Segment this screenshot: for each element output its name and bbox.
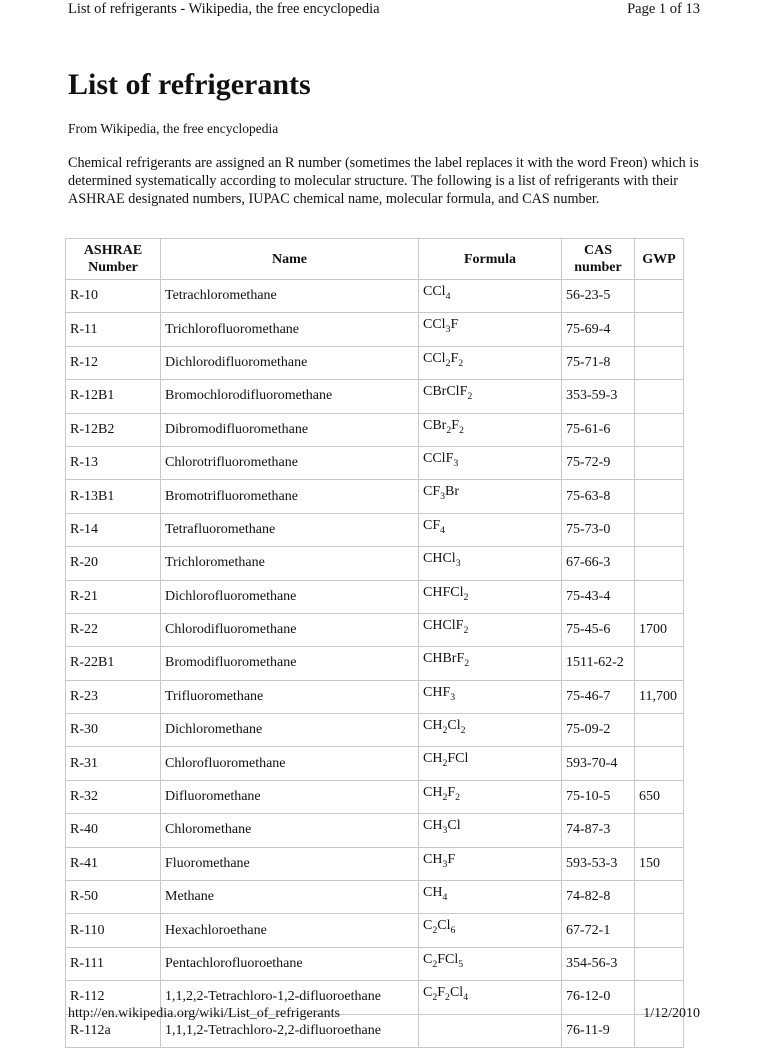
cell-gwp: 1700 [635,613,684,646]
cell-name: Bromotrifluoromethane [161,480,419,513]
cell-formula: CHClF$_2$ [419,613,562,646]
table-row [66,714,684,747]
cell-ashrae-number: R-13B1 [66,480,161,513]
cell-ashrae-number: R-112 [66,981,161,1014]
table-row [66,280,684,313]
table-row [66,513,684,546]
cell-cas-number: 67-66-3 [562,547,635,580]
cell-gwp [635,313,684,346]
cell-ashrae-number: R-112a [66,1014,161,1047]
cell-cas-number: 75-63-8 [562,480,635,513]
cell-ashrae-number: R-22 [66,613,161,646]
cell-ashrae-number: R-22B1 [66,647,161,680]
cell-name: Dichloromethane [161,714,419,747]
cell-formula: $CH_3Cl$ [419,814,562,847]
cell-formula: CHBrF$_2$ [419,647,562,680]
cell-cas-number: 75-71-8 [562,346,635,379]
table-row [66,947,684,980]
cell-cas-number: 75-46-7 [562,680,635,713]
cell-gwp: 650 [635,780,684,813]
column-header-ashrae: ASHRAE Number [66,239,161,280]
cell-name: Tetrachloromethane [161,280,419,313]
table-row [66,680,684,713]
cell-formula: $CH_3F$ [419,847,562,880]
cell-cas-number: 593-53-3 [562,847,635,880]
table-row [66,647,684,680]
table-row [66,814,684,847]
cell-cas-number: 75-43-4 [562,580,635,613]
cell-formula: $CCl_2F_2$ [419,346,562,379]
column-header-name: Name [161,239,419,280]
table-row [66,881,684,914]
cell-ashrae-number: R-11 [66,313,161,346]
cell-ashrae-number: R-21 [66,580,161,613]
cell-gwp [635,580,684,613]
cell-gwp [635,513,684,546]
cell-cas-number: 593-70-4 [562,747,635,780]
cell-formula: $CF_3Br$ [419,480,562,513]
cell-name: Bromodifluoromethane [161,647,419,680]
table-row [66,780,684,813]
page-title: List of refrigerants [68,68,311,101]
cell-cas-number: 67-72-1 [562,914,635,947]
cell-gwp [635,280,684,313]
cell-formula: $CF_4$ [419,513,562,546]
article-intro-paragraph: Chemical refrigerants are assigned an R number (sometimes the label replaces it with the word Freon) which is determined systematically according to molecular structure. The following is a list of refrigerants with their ASHRAE designated numbers, IUPAC chemical name, molecular formula, and CAS number. [68,155,699,207]
cell-formula: $CH_2F_2$ [419,780,562,813]
cell-ashrae-number: R-12 [66,346,161,379]
cell-gwp [635,881,684,914]
cell-ashrae-number: R-40 [66,814,161,847]
cell-gwp [635,380,684,413]
table-row [66,747,684,780]
column-header-cas: CAS number [562,239,635,280]
print-footer-url: http://en.wikipedia.org/wiki/List_of_refrigerants [68,1006,340,1021]
column-header-gwp: GWP [635,239,684,280]
table-row [66,446,684,479]
cell-cas-number: 353-59-3 [562,380,635,413]
cell-name: Trifluoromethane [161,680,419,713]
cell-ashrae-number: R-14 [66,513,161,546]
cell-ashrae-number: R-50 [66,881,161,914]
column-header-formula: Formula [419,239,562,280]
table-row [66,613,684,646]
cell-cas-number: 354-56-3 [562,947,635,980]
table-body [66,280,684,1048]
cell-gwp [635,547,684,580]
cell-cas-number: 75-61-6 [562,413,635,446]
cell-ashrae-number: R-13 [66,446,161,479]
table-row [66,847,684,880]
cell-formula: $CHF_3$ [419,680,562,713]
cell-cas-number: 75-45-6 [562,613,635,646]
cell-name: Chlorotrifluoromethane [161,446,419,479]
article-source-line: From Wikipedia, the free encyclopedia [68,121,279,136]
refrigerants-table [65,238,684,1048]
cell-ashrae-number: R-31 [66,747,161,780]
cell-cas-number: 75-72-9 [562,446,635,479]
cell-cas-number: 56-23-5 [562,280,635,313]
cell-gwp [635,446,684,479]
cell-ashrae-number: R-111 [66,947,161,980]
cell-name: Fluoromethane [161,847,419,880]
cell-cas-number: 75-73-0 [562,513,635,546]
cell-formula: $CH_2Cl_2$ [419,714,562,747]
cell-formula: $CH_2FCl$ [419,747,562,780]
cell-formula: CClF$_3$ [419,446,562,479]
cell-gwp [635,747,684,780]
table-row [66,313,684,346]
cell-ashrae-number: R-23 [66,680,161,713]
table-row [66,914,684,947]
cell-name: Difluoromethane [161,780,419,813]
cell-ashrae-number: R-30 [66,714,161,747]
table-row [66,346,684,379]
cell-name: Dibromodifluoromethane [161,413,419,446]
print-header-page-number: Page 1 of 13 [627,1,700,17]
cell-ashrae-number: R-110 [66,914,161,947]
cell-name: Dichlorofluoromethane [161,580,419,613]
cell-name: Chloromethane [161,814,419,847]
cell-gwp [635,647,684,680]
cell-gwp [635,814,684,847]
cell-name: Tetrafluoromethane [161,513,419,546]
cell-cas-number: 75-09-2 [562,714,635,747]
cell-name: Chlorofluoromethane [161,747,419,780]
cell-name: Trichlorofluoromethane [161,313,419,346]
cell-formula: CCl$_4$ [419,280,562,313]
table-row [66,380,684,413]
cell-gwp [635,413,684,446]
table-row [66,480,684,513]
cell-name: Bromochlorodifluoromethane [161,380,419,413]
cell-cas-number: 75-10-5 [562,780,635,813]
print-footer-date: 1/12/2010 [643,1006,700,1021]
cell-formula: $CBr_2F_2$ [419,413,562,446]
cell-formula: $CH_4$ [419,881,562,914]
cell-formula: $C_2F_2Cl_4$ [419,981,562,1014]
table-row [66,547,684,580]
cell-cas-number: 75-69-4 [562,313,635,346]
cell-cas-number: 1511-62-2 [562,647,635,680]
cell-formula: CBrClF$_2$ [419,380,562,413]
print-header-title: List of refrigerants - Wikipedia, the free encyclopedia [68,1,380,17]
cell-formula: $C_2FCl_5$ [419,947,562,980]
table-header-row [66,239,684,280]
cell-gwp [635,947,684,980]
cell-name: 1,1,1,2-Tetrachloro-2,2-difluoroethane [161,1014,419,1047]
cell-name: Chlorodifluoromethane [161,613,419,646]
cell-gwp: 150 [635,847,684,880]
table-row [66,580,684,613]
cell-name: Methane [161,881,419,914]
cell-formula: $C_2Cl_6$ [419,914,562,947]
cell-name: Hexachloroethane [161,914,419,947]
cell-ashrae-number: R-20 [66,547,161,580]
cell-cas-number: 74-82-8 [562,881,635,914]
cell-formula: CCl$_3$F [419,313,562,346]
cell-formula [419,1014,562,1047]
cell-formula: CHCl$_3$ [419,547,562,580]
cell-gwp [635,480,684,513]
cell-cas-number: 76-12-0 [562,981,635,1014]
cell-name: 1,1,2,2-Tetrachloro-1,2-difluoroethane [161,981,419,1014]
cell-name: Dichlorodifluoromethane [161,346,419,379]
cell-ashrae-number: R-41 [66,847,161,880]
cell-name: Trichloromethane [161,547,419,580]
cell-cas-number: 76-11-9 [562,1014,635,1047]
cell-gwp [635,714,684,747]
table-row [66,413,684,446]
cell-ashrae-number: R-12B2 [66,413,161,446]
cell-formula: CHFCl$_2$ [419,580,562,613]
cell-cas-number: 74-87-3 [562,814,635,847]
cell-ashrae-number: R-12B1 [66,380,161,413]
cell-ashrae-number: R-10 [66,280,161,313]
cell-gwp [635,346,684,379]
cell-gwp: 11,700 [635,680,684,713]
cell-ashrae-number: R-32 [66,780,161,813]
cell-name: Pentachlorofluoroethane [161,947,419,980]
cell-gwp [635,914,684,947]
